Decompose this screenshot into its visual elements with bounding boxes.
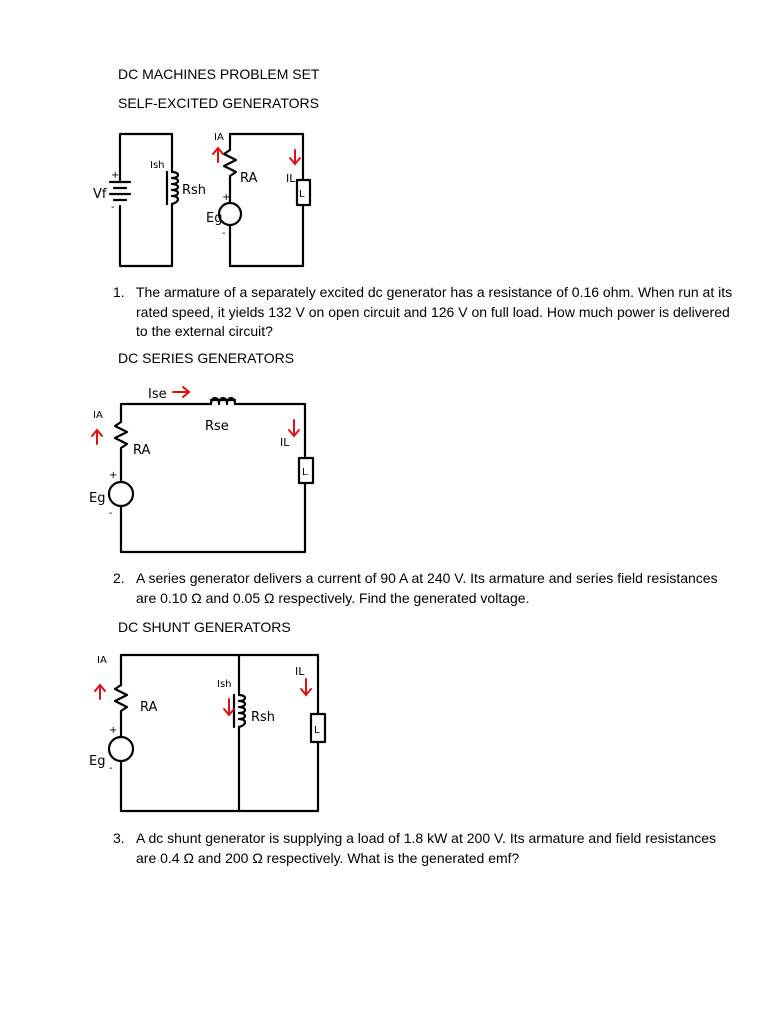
battery-minus-label: - bbox=[111, 202, 115, 213]
ra-label: RA bbox=[240, 171, 258, 186]
series-ia-label: IA bbox=[93, 410, 103, 421]
series-generator-circle bbox=[109, 482, 133, 506]
eg-plus-label: + bbox=[222, 192, 231, 203]
shunt-load-label: L bbox=[314, 725, 320, 736]
ia-label: IA bbox=[214, 132, 224, 143]
battery-plus-label: + bbox=[111, 170, 120, 181]
load-label: L bbox=[299, 189, 305, 200]
series-eg-label: Eg bbox=[89, 491, 106, 506]
shunt-eg-plus-label: + bbox=[109, 725, 118, 736]
document-title: DC MACHINES PROBLEM SET bbox=[118, 66, 320, 82]
vf-label: Vf bbox=[93, 187, 107, 202]
problem-number-3: 3. bbox=[113, 830, 125, 846]
section-heading-self-excited: SELF-EXCITED GENERATORS bbox=[118, 95, 319, 111]
shunt-rsh-label: Rsh bbox=[251, 710, 276, 725]
series-load-label: L bbox=[302, 467, 308, 478]
series-wire-top-left bbox=[121, 404, 211, 422]
field-wire-top bbox=[120, 134, 172, 180]
series-ra-label: RA bbox=[133, 443, 151, 458]
field-wire-bottom bbox=[120, 204, 172, 266]
ish-label: Ish bbox=[150, 160, 165, 171]
shunt-eg-label: Eg bbox=[89, 754, 106, 769]
il-label: IL bbox=[286, 172, 296, 185]
ise-arrow bbox=[173, 387, 189, 397]
problem-text-1: The armature of a separately excited dc generator has a resistance of 0.16 ohm. When run at its rated speed, it yields 132 V on open circuit and 126 V on full load. How much power is delivered to the external circuit? bbox=[136, 284, 733, 339]
shunt-circuit-diagram bbox=[85, 645, 335, 820]
shunt-il-label: IL bbox=[295, 665, 305, 678]
series-wire-bottom bbox=[121, 484, 305, 552]
shunt-il-arrow bbox=[301, 679, 311, 695]
problem-number-1: 1. bbox=[113, 284, 125, 300]
eg-label: Eg bbox=[206, 211, 223, 226]
shunt-ia-label: IA bbox=[97, 655, 107, 666]
self-excited-circuit-diagram bbox=[90, 120, 330, 280]
ia-arrow bbox=[213, 148, 223, 162]
problem-text-2: A series generator delivers a current of 90 A at 240 V. Its armature and series field resistances are 0.10 Ω and 0.05 Ω respectively. Find the generated voltage. bbox=[136, 570, 718, 606]
shunt-ia-arrow bbox=[95, 685, 105, 699]
section-heading-series: DC SERIES GENERATORS bbox=[118, 350, 295, 366]
shunt-ish-arrow bbox=[224, 699, 234, 715]
shunt-eg-minus-label: - bbox=[109, 763, 113, 774]
shunt-generator-circle bbox=[109, 737, 133, 761]
series-eg-plus-label: + bbox=[109, 470, 118, 481]
series-circuit-diagram bbox=[85, 378, 325, 560]
series-il-label: IL bbox=[280, 436, 290, 449]
shunt-ra-label: RA bbox=[140, 700, 158, 715]
rse-label: Rse bbox=[205, 419, 229, 434]
il-arrow bbox=[290, 150, 300, 164]
rsh-label: Rsh bbox=[182, 183, 207, 198]
shunt-wire-bottom bbox=[121, 743, 318, 811]
section-heading-shunt: DC SHUNT GENERATORS bbox=[118, 619, 291, 635]
shunt-field-coil bbox=[239, 695, 245, 727]
ise-label: Ise bbox=[148, 387, 167, 402]
problem-number-2: 2. bbox=[113, 570, 125, 586]
series-ia-arrow bbox=[92, 430, 102, 444]
problem-text-3: A dc shunt generator is supplying a load of 1.8 kW at 200 V. Its armature and field resistances are 0.4 Ω and 200 Ω respectively. What is the generated emf? bbox=[136, 830, 717, 866]
series-il-arrow bbox=[289, 420, 299, 436]
eg-minus-label: - bbox=[222, 228, 226, 239]
series-eg-minus-label: - bbox=[109, 508, 113, 519]
shunt-coil bbox=[172, 172, 178, 204]
shunt-ish-label: Ish bbox=[217, 679, 232, 690]
